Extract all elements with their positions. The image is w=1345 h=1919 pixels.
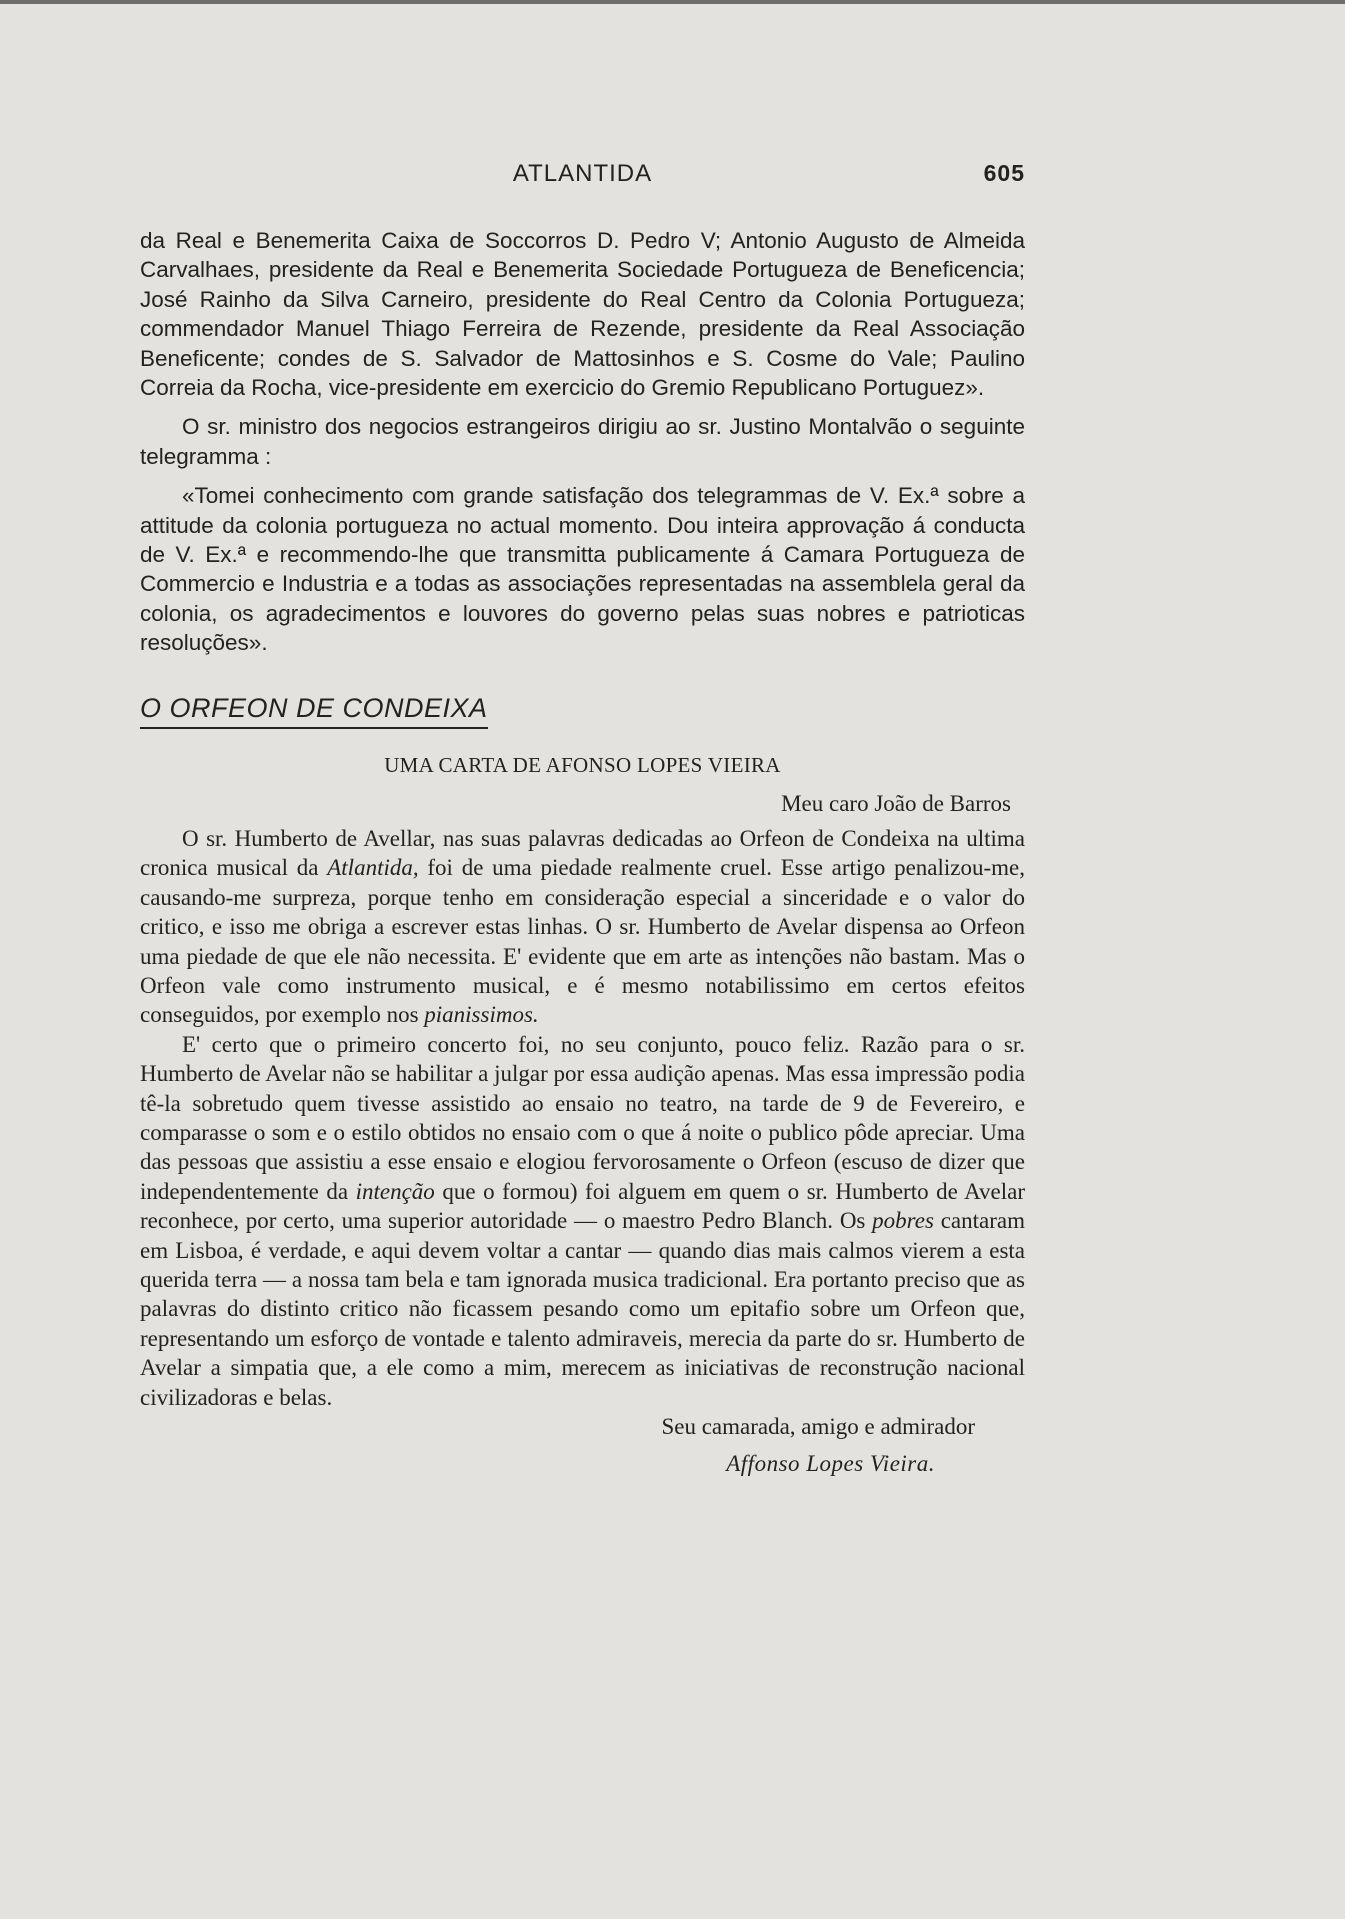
pobres-italic: pobres: [872, 1208, 934, 1234]
letter-body: [140, 824, 1025, 1412]
section-title: O ORFEON DE CONDEIXA: [140, 694, 488, 729]
letter-text: E' certo que o primeiro concerto foi, no seu conjunto, pouco feliz. Razão para o sr. Humberto de Avelar não se habilitar a julgar por essa audição apenas. Mas essa impressão podia tê-la sobretudo quem tivesse assistido ao ensaio no teatro, na tarde de 9 de Fevereiro, e comparasse o som e o estilo obtidos no ensaio com o que á noite o publico pôde apreciar. Uma das pessoas que assistiu a esse ensaio e elogiou fervorosamente o Orfeon (escuso de dizer que independentemente da: [140, 1031, 1025, 1204]
letter-signature: Affonso Lopes Vieira.: [726, 1451, 935, 1477]
pianissimos-italic: pianissimos.: [424, 1002, 539, 1028]
scan-edge-line: [0, 0, 1345, 4]
letter-text: que o formou) foi alguem em quem o sr. Humberto de Avelar reconhece, por certo, uma superior autoridade — o maestro Pedro Blanch. Os: [140, 1178, 1025, 1234]
letter-paragraph-1: [140, 824, 1025, 1030]
page-body: [140, 226, 1025, 1479]
section-subtitle: UMA CARTA DE AFONSO LOPES VIEIRA: [384, 753, 781, 778]
letter-greeting: Meu caro João de Barros: [781, 790, 1011, 816]
magazine-name-italic: Atlantida,: [327, 855, 419, 881]
minister-paragraph: O sr. ministro dos negocios estrangeiros dirigiu ao sr. Justino Montalvão o seguinte telegramma :: [140, 414, 1025, 469]
intro-paragraph: da Real e Benemerita Caixa de Soccorros D. Pedro V; Antonio Augusto de Almeida Carvalhaes, presidente da Real e Benemerita Sociedade Portugueza de Beneficencia; José Rainho da Silva Carneiro, presidente do Real Centro da Colonia Portugueza; commendador Manuel Thiago Ferreira de Rezende, presidente da Real Associação Beneficente; condes de S. Salvador de Mattosinhos e S. Cosme do Vale; Paulino Correia da Rocha, vice-presidente em exercicio do Gremio Republicano Portuguez».: [140, 228, 1025, 401]
page-header: [140, 160, 1025, 190]
letter-text: O sr. Humberto de Avellar, nas suas palavras dedicadas ao Orfeon de Condeixa na ultima cronica musical da: [140, 825, 1025, 881]
letter-paragraph-2: [140, 1030, 1025, 1412]
running-title: ATLANTIDA: [512, 160, 653, 187]
page-number: 605: [983, 160, 1025, 186]
letter-closing: Seu camarada, amigo e admirador: [661, 1414, 975, 1440]
telegram-quote: «Tomei conhecimento com grande satisfação dos telegrammas de V. Ex.ª sobre a attitude da colonia portugueza no actual momento. Dou inteira approvação á conducta de V. Ex.ª e recommendo-lhe que transmitta publicamente á Camara Portugueza de Commercio e Industria e a todas as associações representadas na assemblela geral da colonia, os agradecimentos e louvores do governo pelas suas nobres e patrioticas resoluções».: [140, 483, 1025, 656]
letter-text: foi de uma piedade realmente cruel. Esse artigo penalizou-me, causando-me surpreza, porque tenho em consideração especial a sinceridade e o valor do critico, e isso me obriga a escrever estas linhas. O sr. Humberto de Avelar dispensa ao Orfeon uma piedade de que ele não necessita. E' evidente que em arte as intenções não bastam. Mas o Orfeon vale como instrumento musical, e é mesmo notabilissimo em certos efeitos conseguidos, por exemplo nos: [140, 855, 1025, 1028]
letter-text: cantaram em Lisboa, é verdade, e aqui devem voltar a cantar — quando dias mais calmos vierem a esta querida terra — a nossa tam bela e tam ignorada musica tradicional. Era portanto preciso que as palavras do distinto critico não ficassem pesando como um epitafio sobre um Orfeon que, representando um esforço de vontade e talento admiraveis, merecia da parte do sr. Humberto de Avelar a simpatia que, a ele como a mim, merecem as iniciativas de reconstrução nacional civilizadoras e belas.: [140, 1208, 1025, 1410]
intencao-italic: intenção: [355, 1178, 435, 1204]
